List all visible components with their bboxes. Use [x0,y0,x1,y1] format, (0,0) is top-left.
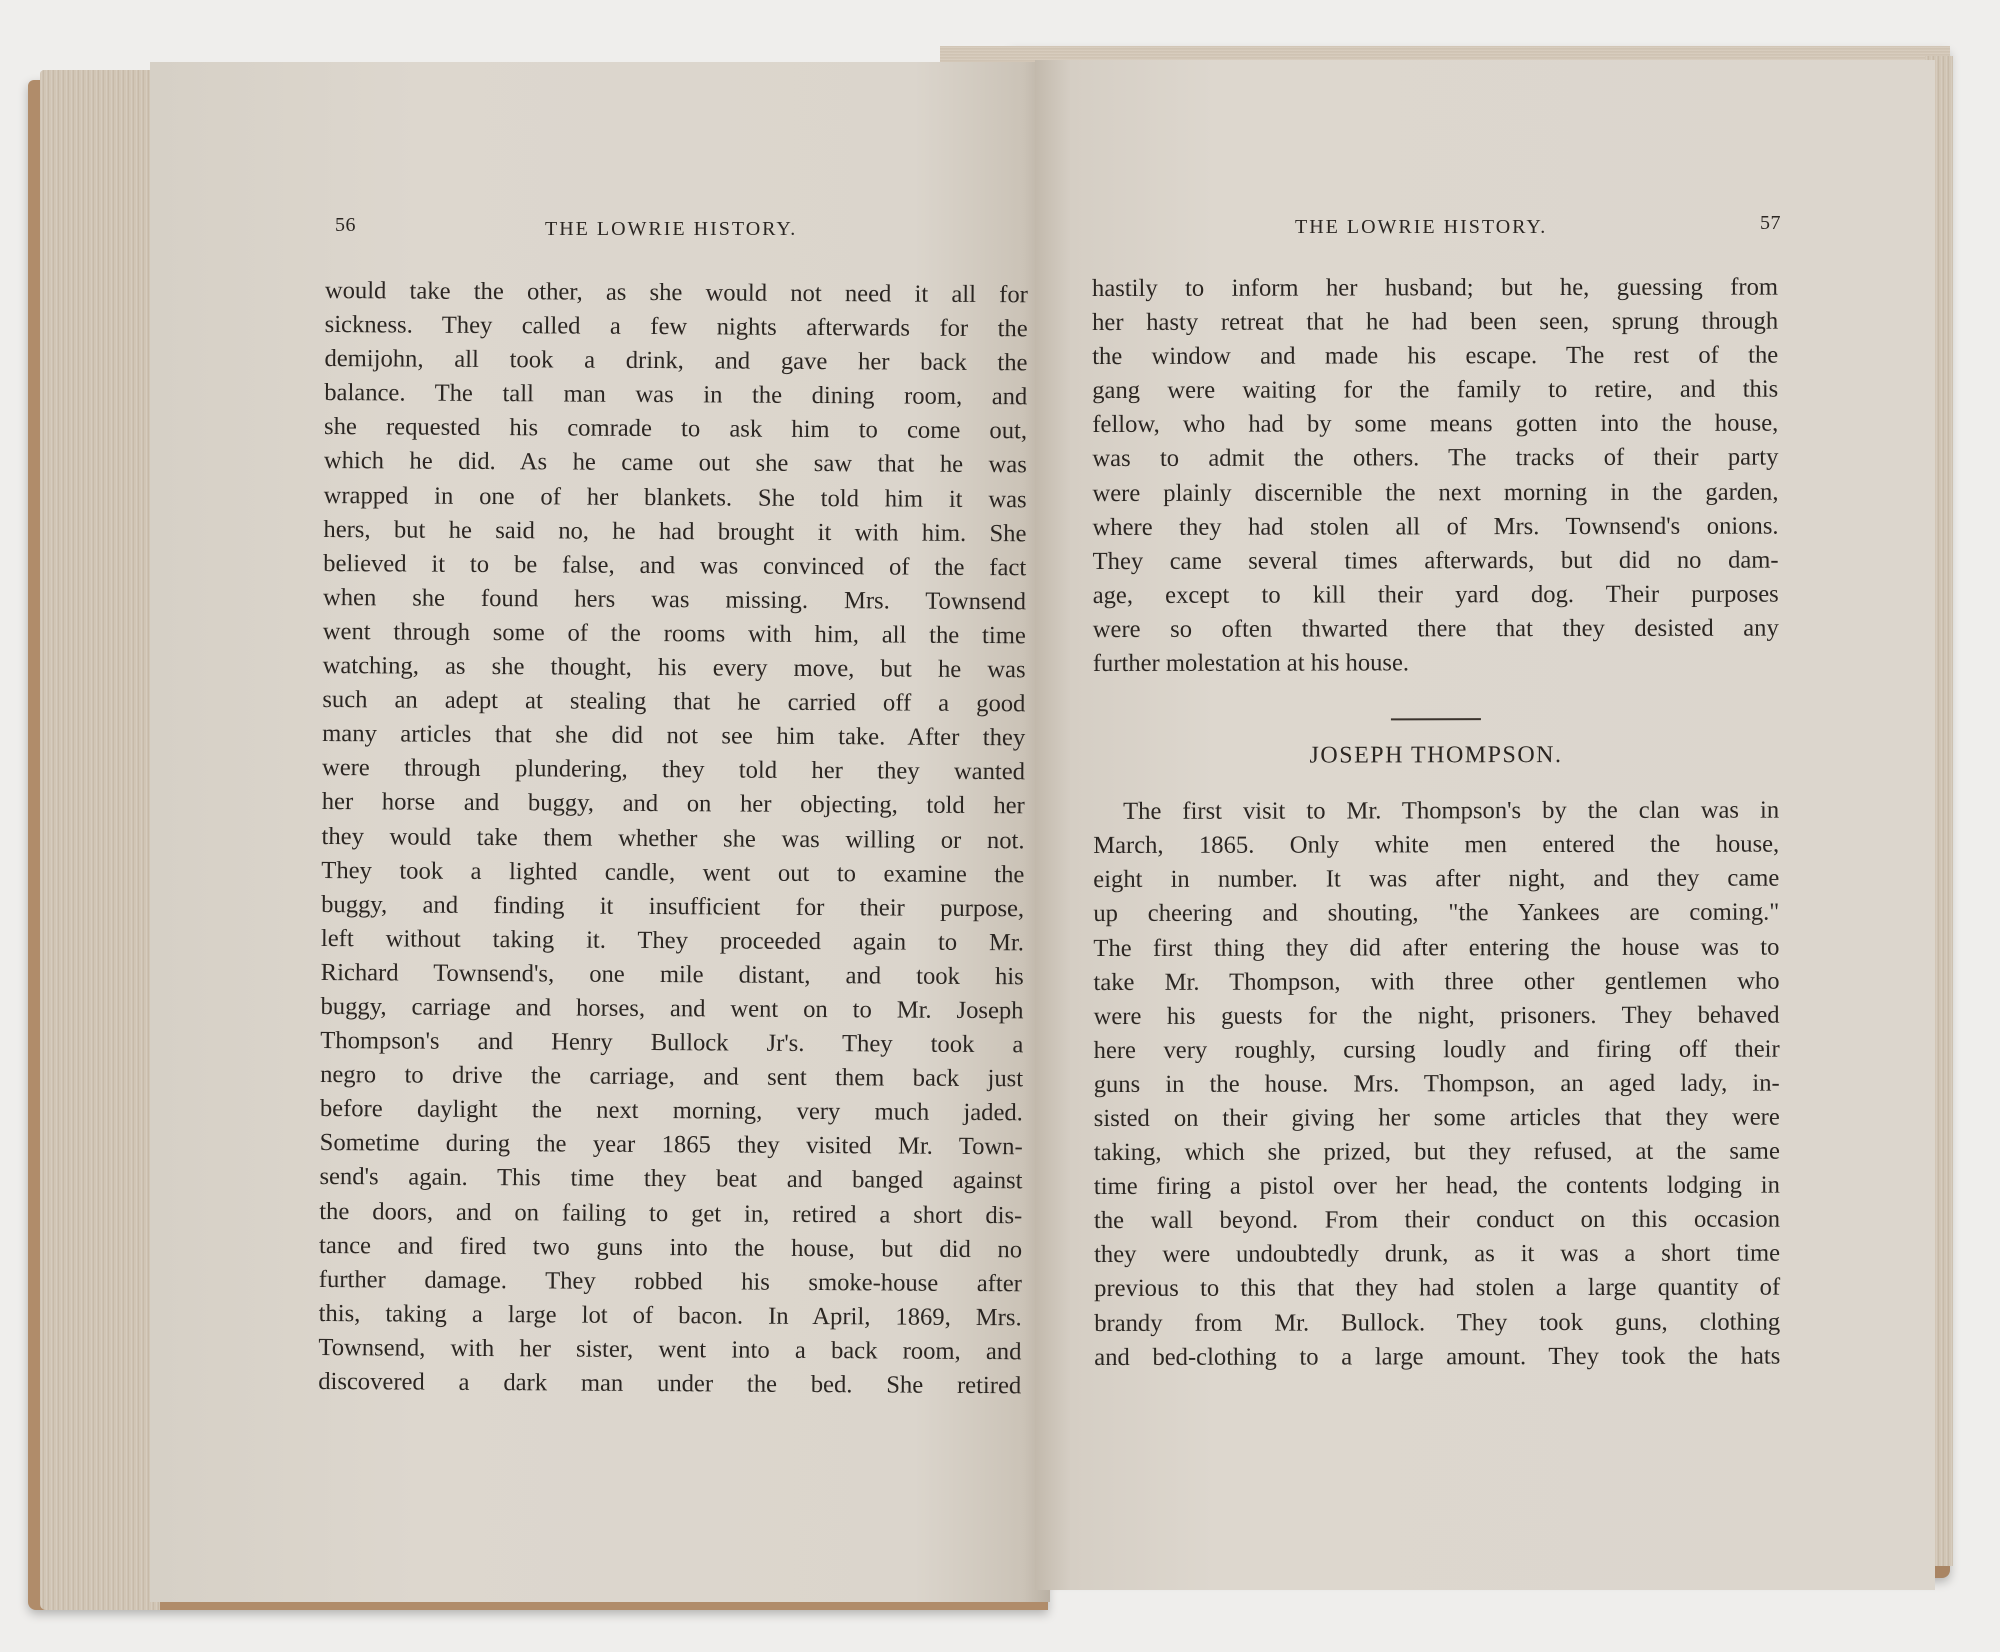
text-line: Townsend, with her sister, went into a back room, and [318,1333,1022,1366]
text-line: balance. The tall man was in the dining room, and [324,379,1028,411]
text-line: They took a lighted candle, went out to examine the [321,856,1025,888]
text-line: they would take them whether she was willing or not. [321,822,1025,854]
right-page [1035,60,1935,1590]
text-line: were his guests for the night, prisoners. They behaved [1093,1001,1780,1030]
text-line: brandy from Mr. Bullock. They took guns, clothing [1094,1308,1781,1337]
body-text [1092,271,1780,1375]
text-line: further molestation at his house. [1092,649,1410,678]
text-line: the doors, and on failing to get in, retired a short dis- [319,1197,1023,1229]
text-line: left without taking it. They proceeded again to Mr. [320,924,1025,957]
text-line: where they had stolen all of Mrs. Townsend's onions. [1092,512,1779,541]
text-line: sisted on their giving her some articles that they were [1093,1103,1780,1132]
text-line: eight in number. It was after night, and they came [1093,864,1780,894]
text-line: further damage. They robbed his smoke-house after [318,1265,1022,1297]
text-line: send's again. This time they beat and banged against [319,1163,1023,1195]
text-line: They came several times afterwards, but did no dam- [1092,546,1779,575]
text-line: negro to drive the carriage, and sent them back just [320,1061,1024,1093]
text-line: demijohn, all took a drink, and gave her back the [324,345,1028,377]
text-line: Richard Townsend's, one mile distant, and took his [320,958,1024,991]
text-line: were plainly discernible the next morning in the garden, [1092,478,1779,507]
text-line: discovered a dark man under the bed. She retired [318,1367,1022,1400]
text-line: this, taking a large lot of bacon. In April, 1869, Mrs. [318,1299,1022,1332]
section-divider [1391,718,1481,720]
page-number: 56 [335,214,356,236]
text-line: believed it to be false, and was convinced of the fact [323,549,1027,582]
text-line: the window and made his escape. The rest of the [1092,341,1779,371]
left-page [150,62,1050,1602]
text-line: her hasty retreat that he had been seen, sprung through [1092,307,1779,337]
text-line: The first thing they did after entering the house was to [1093,933,1780,962]
text-line: buggy, carriage and horses, and went on to Mr. Joseph [320,992,1024,1025]
page-edges-left [40,70,160,1610]
text-line: watching, as she thought, his every move, but he was [322,652,1026,684]
text-line: buggy, and finding it insufficient for their purpose, [321,890,1025,922]
text-line: time firing a pistol over her head, the contents lodging in [1093,1171,1780,1201]
text-line: up cheering and shouting, "the Yankees are coming." [1093,898,1780,928]
page-number: 57 [1760,212,1781,234]
running-head: THE LOWRIE HISTORY. [1295,216,1548,238]
text-line: went through some of the rooms with him, all the time [322,617,1026,650]
text-line: such an adept at stealing that he carried off a good [322,686,1026,718]
text-line: taking, which she prized, but they refused, at the same [1093,1137,1780,1167]
text-line: gang were waiting for the family to retire, and this [1092,375,1779,405]
text-line: and bed-clothing to a large amount. They took the hats [1094,1342,1781,1371]
text-line: they were undoubtedly drunk, as it was a short time [1094,1239,1781,1269]
text-line: fellow, who had by some means gotten into the house, [1092,409,1779,439]
text-line: would take the other, as she would not need it all for [324,276,1028,309]
text-line: was to admit the others. The tracks of their party [1092,444,1779,473]
text-line: many articles that she did not see him take. After they [322,720,1026,752]
text-line: Thompson's and Henry Bullock Jr's. They took a [320,1027,1024,1059]
text-line: The first visit to Mr. Thompson's by the clan was in [1123,796,1780,826]
text-line: guns in the house. Mrs. Thompson, an aged lady, in- [1093,1069,1780,1098]
text-line: sickness. They called a few nights afterwards for the [324,311,1028,343]
text-line: which he did. As he came out she saw that he was [323,447,1027,479]
text-line: before daylight the next morning, very much jaded. [319,1095,1023,1127]
text-line: here very roughly, cursing loudly and firing off their [1093,1035,1780,1064]
text-line: hastily to inform her husband; but he, guessing from [1092,273,1779,302]
text-line: her horse and buggy, and on her objecting, told her [321,788,1025,820]
text-line: when she found hers was missing. Mrs. Townsend [322,583,1027,616]
text-line: tance and fired two guns into the house, but did no [318,1231,1023,1263]
text-line: March, 1865. Only white men entered the house, [1093,830,1780,860]
text-line: the wall beyond. From their conduct on this occasion [1093,1205,1781,1235]
text-line: Sometime during the year 1865 they visited Mr. Town- [319,1129,1023,1161]
text-line: wrapped in one of her blankets. She told him it was [323,481,1027,513]
text-line: she requested his comrade to ask him to come out, [323,413,1028,445]
text-line: take Mr. Thompson, with three other gentlemen who [1093,967,1780,996]
body-text [318,274,1028,1403]
text-line: hers, but he said no, he had brought it with him. She [323,515,1027,547]
text-line: were so often thwarted there that they desisted any [1092,614,1779,643]
text-line: were through plundering, they told her they wanted [321,754,1026,786]
section-title: JOSEPH THOMPSON. [1309,742,1563,769]
text-line: age, except to kill their yard dog. Their purposes [1092,580,1779,609]
running-head: THE LOWRIE HISTORY. [545,218,798,240]
text-line: previous to this that they had stolen a large quantity of [1094,1273,1781,1303]
